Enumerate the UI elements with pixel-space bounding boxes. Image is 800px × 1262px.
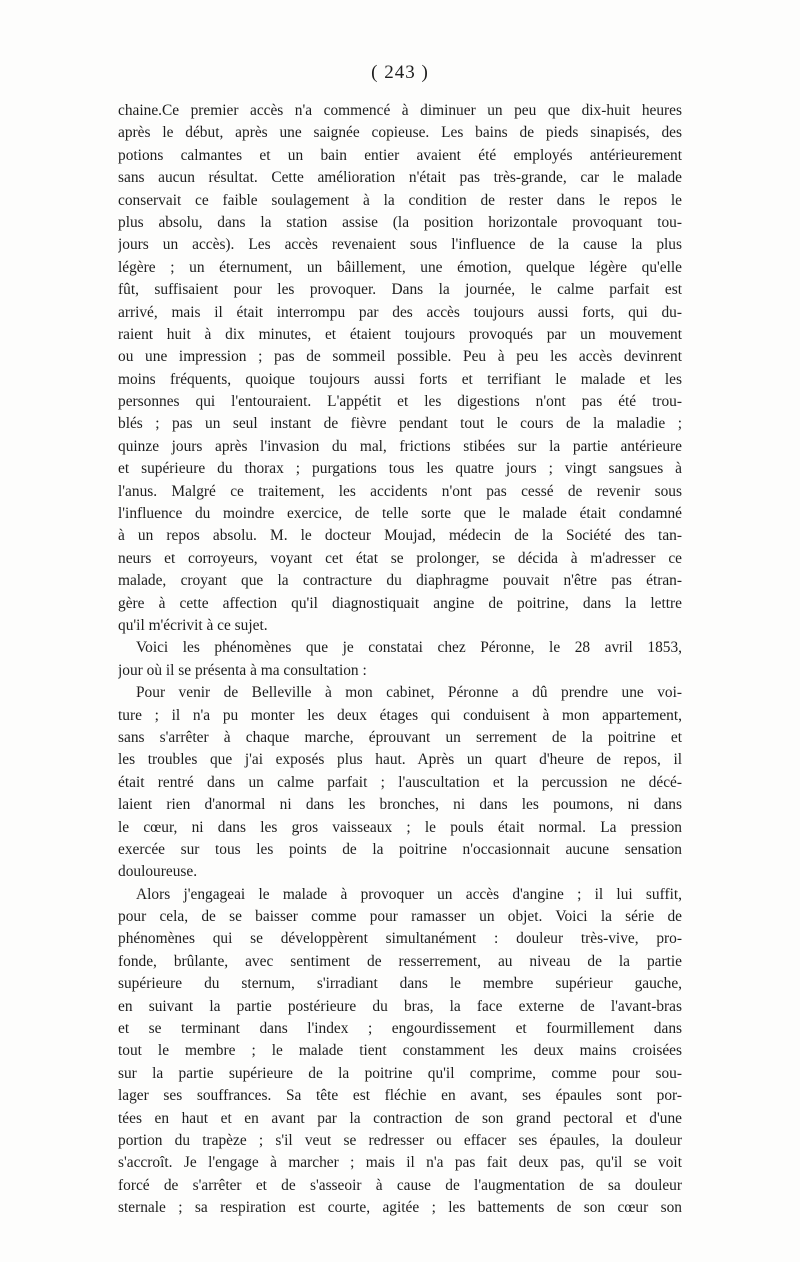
text-line: à un repos absolu. M. le docteur Moujad, médecin de la Société des tan- [118,527,682,545]
text-line: légère ; un éternument, un bâillement, une émotion, quelque légère qu'elle [118,258,682,276]
text-line: pour cela, de se baisser comme pour ramasser un objet. Voici la série de [118,908,682,926]
text-line: fonde, brûlante, avec sentiment de resserrement, au niveau de la partie [118,952,682,970]
text-line: personnes qui l'entouraient. L'appétit et les digestions n'ont pas été trou- [118,393,682,411]
page-number: ( 243 ) [371,62,429,83]
text-line: Voici les phénomènes que je constatai chez Péronne, le 28 avril 1853, [136,639,682,657]
text-line: sur la partie supérieure de la poitrine qu'il comprime, comme pour sou- [118,1064,682,1082]
text-line: conservait ce faible soulagement à la condition de rester dans le repos le [118,191,682,209]
body-text [118,100,682,1220]
text-line: tées en haut et en avant par la contraction de son grand pectoral et d'une [118,1109,682,1127]
text-line: qu'il m'écrivit à ce sujet. [118,616,268,634]
text-line: s'accroît. Je l'engage à marcher ; mais il n'a pas fait deux pas, qu'il se voit [118,1154,682,1172]
text-line: raient huit à dix minutes, et étaient toujours provoqués par un mouvement [118,325,682,343]
text-line: l'anus. Malgré ce traitement, les accidents n'ont pas cessé de revenir sous [118,482,682,500]
text-line: moins fréquents, quoique toujours aussi forts et terrifiant le malade et les [118,370,682,388]
text-line: potions calmantes et un bain entier avaient été employés antérieurement [118,146,682,164]
text-line: le cœur, ni dans les gros vaisseaux ; le pouls était normal. La pression [118,818,682,836]
text-line: gère à cette affection qu'il diagnostiquait angine de poitrine, dans la lettre [118,594,682,612]
text-line: et se terminant dans l'index ; engourdissement et fourmillement dans [118,1020,682,1038]
text-line: ou une impression ; pas de sommeil possible. Peu à peu les accès devinrent [118,348,682,366]
text-line: malade, croyant que la contracture du diaphragme pouvait n'être pas étran- [118,572,682,590]
text-line: sans aucun résultat. Cette amélioration n'était pas très-grande, car le malade [118,169,682,187]
text-line: sans s'arrêter à chaque marche, éprouvant un serrement de la poitrine et [118,728,682,746]
text-line: chaine.Ce premier accès n'a commencé à diminuer un peu que dix-huit heures [118,102,682,119]
text-line: portion du trapèze ; s'il veut se redresser ou effacer ses épaules, la douleur [118,1131,682,1149]
text-line: lager ses souffrances. Sa tête est fléchie en avant, ses épaules sont por- [118,1087,682,1105]
text-line: après le début, après une saignée copieuse. Les bains de pieds sinapisés, des [118,124,682,142]
text-line: arrivé, mais il était interrompu par des accès toujours aussi forts, qui du- [118,303,682,321]
text-line: tout le membre ; le malade tient constamment les deux mains croisées [118,1042,682,1060]
text-line: et supérieure du thorax ; purgations tous les quatre jours ; vingt sangsues à [118,460,682,478]
text-line: forcé de s'arrêter et de s'asseoir à cause de l'augmentation de sa douleur [118,1176,682,1194]
text-line: laient rien d'anormal ni dans les bronches, ni dans les poumons, ni dans [118,796,682,814]
text-line: l'influence du moindre exercice, de telle sorte que le malade était condamné [118,505,682,523]
text-line: fût, suffisaient pour les provoquer. Dans la journée, le calme parfait est [118,281,682,299]
text-line: les troubles que j'ai exposés plus haut. Après un quart d'heure de repos, il [118,751,682,769]
text-line: Pour venir de Belleville à mon cabinet, Péronne a dû prendre une voi- [136,684,682,702]
text-line: ture ; il n'a pu monter les deux étages qui conduisent à mon appartement, [118,706,682,724]
text-line: Alors j'engageai le malade à provoquer un accès d'angine ; il lui suffit, [136,885,682,903]
text-line: était rentré dans un calme parfait ; l'auscultation et la percussion ne décé- [118,773,682,791]
text-line: supérieure du sternum, s'irradiant dans le membre supérieur gauche, [118,975,682,993]
text-line: plus absolu, dans la station assise (la position horizontale provoquant tou- [118,213,682,231]
text-line: sternale ; sa respiration est courte, agitée ; les battements de son cœur son [118,1199,682,1217]
text-line: neurs et corroyeurs, voyant cet état se prolonger, se décida à m'adresser ce [118,549,682,567]
text-line: douloureuse. [118,863,198,881]
text-line: blés ; pas un seul instant de fièvre pendant tout le cours de la maladie ; [118,415,682,433]
text-line: exercée sur tous les points de la poitrine n'occasionnait aucune sensation [118,840,682,858]
text-line: quinze jours après l'invasion du mal, frictions stibées sur la partie antérieure [118,437,682,455]
text-line: jour où il se présenta à ma consultation : [118,661,367,679]
text-line: en suivant la partie postérieure du bras, la face externe de l'avant-bras [118,997,682,1015]
text-line: jours un accès). Les accès revenaient sous l'influence de la cause la plus [118,236,682,254]
text-line: phénomènes qui se développèrent simultanément : douleur très-vive, pro- [118,930,682,948]
